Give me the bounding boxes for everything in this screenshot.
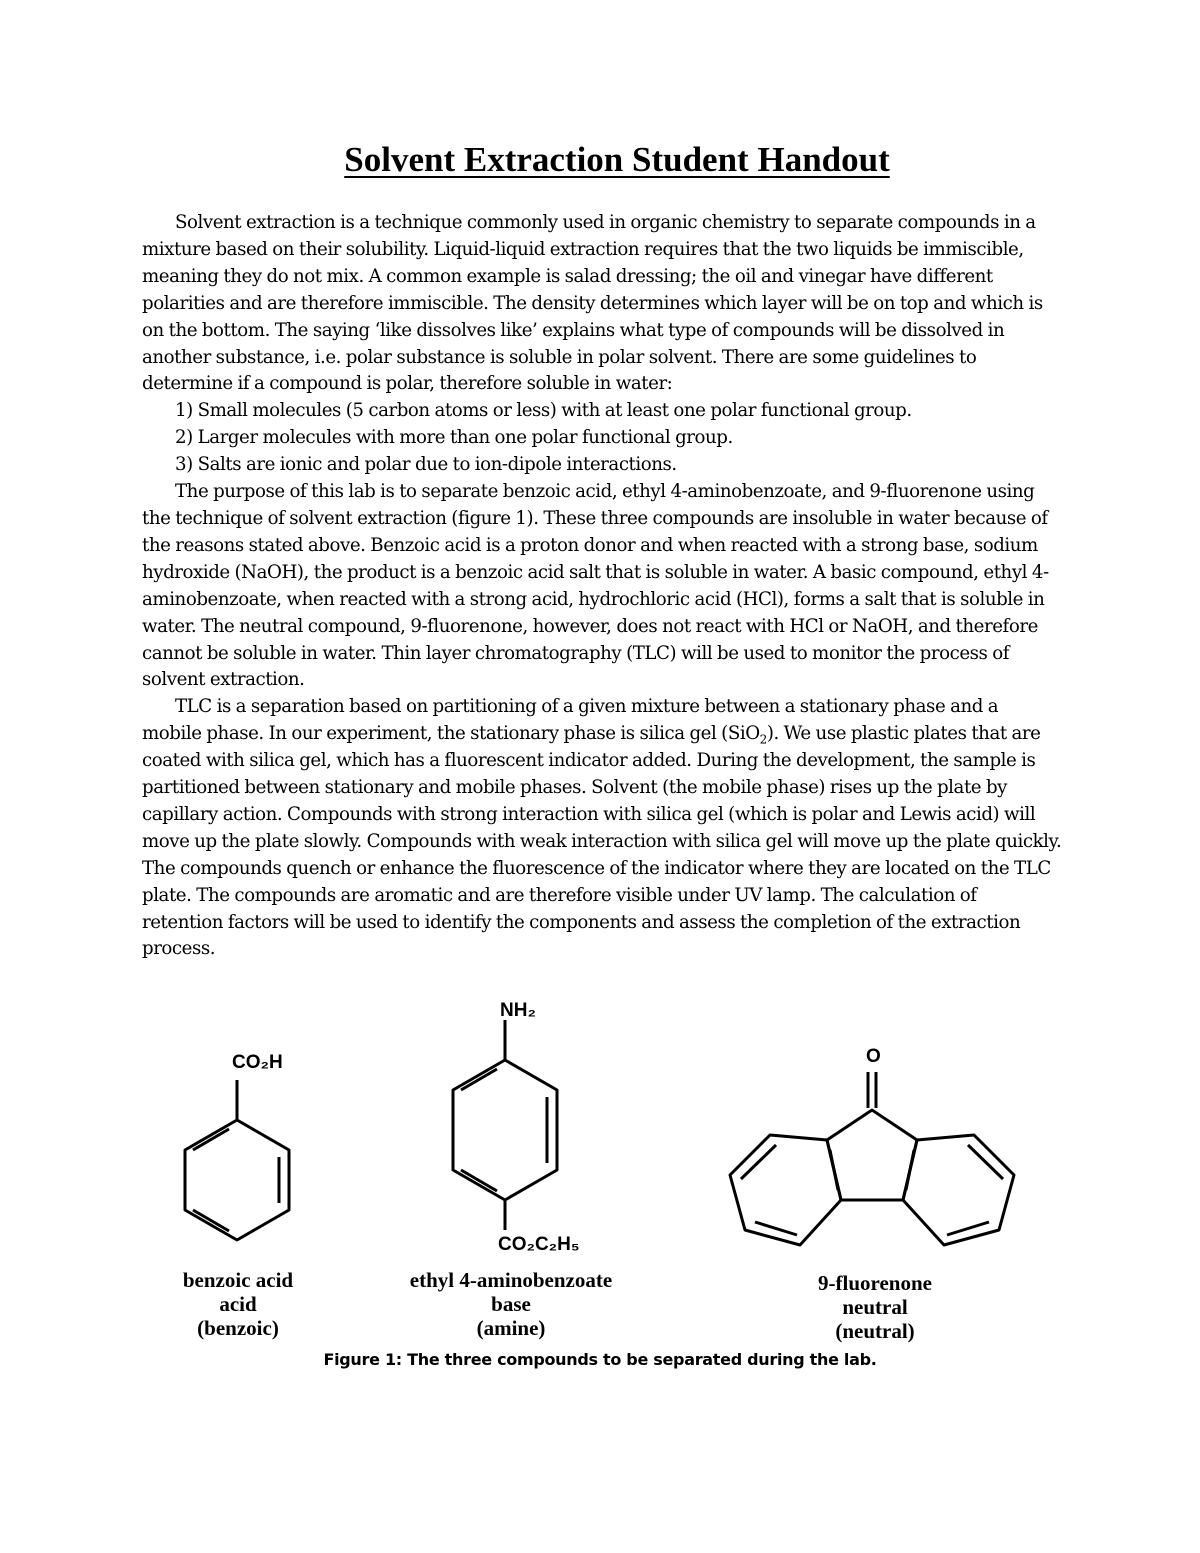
amino-group: NH₂ bbox=[500, 1000, 536, 1021]
ketone-group: O bbox=[866, 1046, 881, 1067]
paragraph-intro: Solvent extraction is a technique commonly used in organic chemistry to separate compounds in a mixture based on their solubility. Liquid-liquid extraction requires that the two liquids be immiscible, meaning they do not mix. A common example is salad dressing; the oil and vinegar have different polarities and are therefore immiscible. The density determines which layer will be on top and which is on the bottom. The saying ‘like dissolves like’ explains what type of compounds will be dissolved in another substance, i.e. polar substance is soluble in polar solvent. There are some guidelines to determine if a compound is polar, therefore soluble in water: bbox=[142, 212, 1043, 395]
ester-group: CO₂C₂H₅ bbox=[498, 1234, 580, 1255]
compound-name-2: ethyl 4-aminobenzoate bbox=[409, 1268, 613, 1292]
figure-1 bbox=[0, 990, 1200, 1410]
figure-caption: Figure 1: The three compounds to be separated during the lab. bbox=[323, 1350, 877, 1369]
paragraph-tlc bbox=[142, 694, 1062, 963]
compound-structures bbox=[0, 990, 1200, 1350]
compound-class-1: (benzoic) bbox=[197, 1316, 279, 1340]
guideline-item-1: 1) Small molecules (5 carbon atoms or less) with at least one polar functional group. bbox=[175, 400, 912, 422]
compound-class-3: (neutral) bbox=[835, 1319, 915, 1343]
benzoic-acid-structure bbox=[185, 1080, 289, 1240]
tlc-text-part1: TLC is a separation based on partitioning of a given mixture between a stationary phase and a mobile phase. In our experiment, the stationary phase is silica gel (SiO bbox=[142, 696, 999, 745]
paragraph-purpose: The purpose of this lab is to separate benzoic acid, ethyl 4-aminobenzoate, and 9-fluorenone using the technique of solvent extraction (figure 1). These three compounds are insoluble in water because of the reasons stated above. Benzoic acid is a proton donor and when reacted with a strong base, sodium hydroxide (NaOH), the product is a benzoic acid salt that is soluble in water. A basic compound, ethyl 4-aminobenzoate, when reacted with a strong acid, hydrochloric acid (HCl), forms a salt that is soluble in water. The neutral compound, 9-fluorenone, however, does not react with HCl or NaOH, and therefore cannot be soluble in water. Thin layer chromatography (TLC) will be used to monitor the process of solvent extraction. bbox=[142, 481, 1049, 691]
compound-type-2: base bbox=[491, 1292, 531, 1316]
compound-name-1: benzoic acid bbox=[182, 1268, 294, 1292]
compound-type-1: acid bbox=[219, 1292, 257, 1316]
benzoic-acid-group: CO₂H bbox=[232, 1052, 283, 1073]
ethyl-aminobenzoate-structure bbox=[453, 1020, 557, 1230]
fluorenone-structure bbox=[730, 1072, 1014, 1245]
page-title: Solvent Extraction Student Handout bbox=[344, 140, 890, 179]
tlc-subscript: 2 bbox=[759, 732, 767, 747]
compound-class-2: (amine) bbox=[476, 1316, 546, 1340]
tlc-text-part2: ). We use plastic plates that are coated with silica gel, which has a fluorescent indicator added. During the development, the sample is partitioned between stationary and mobile phases. Solvent (the mobile phase) rises up the plate by capillary action. Compounds with strong interaction with silica gel (which is polar and Lewis acid) will move up the plate slowly. Compounds with weak interaction with silica gel will move up the plate quickly. The compounds quench or enhance the fluorescence of the indicator where they are located on the TLC plate. The compounds are aromatic and are therefore visible under UV lamp. The calculation of retention factors will be used to identify the components and assess the completion of the extraction process. bbox=[142, 723, 1062, 960]
compound-name-3: 9-fluorenone bbox=[818, 1271, 932, 1295]
guideline-item-3: 3) Salts are ionic and polar due to ion-dipole interactions. bbox=[175, 454, 677, 476]
compound-type-3: neutral bbox=[842, 1295, 908, 1319]
body-text bbox=[142, 210, 1062, 963]
guideline-item-2: 2) Larger molecules with more than one polar functional group. bbox=[175, 427, 733, 449]
